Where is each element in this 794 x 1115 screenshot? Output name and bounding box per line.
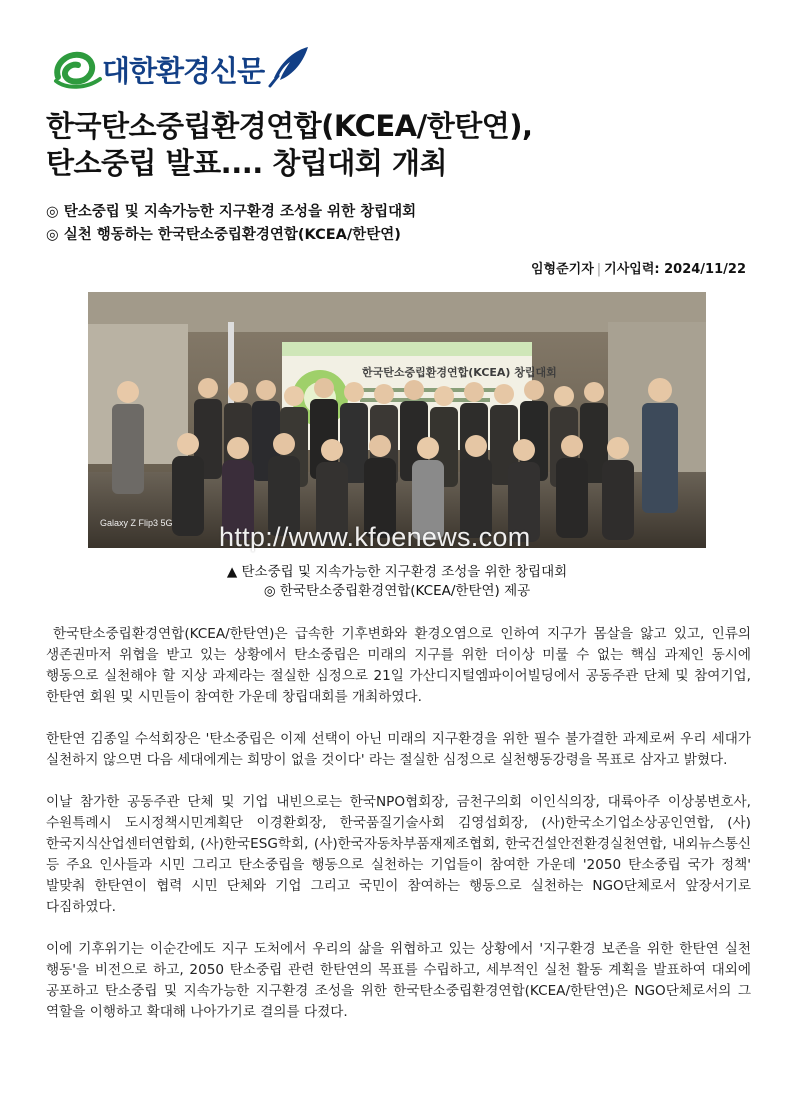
paragraph-3: 이날 참가한 공동주관 단체 및 기업 내빈으로는 한국NPO협회장, 금천구의회 이인식의장, 대륙아주 이상봉변호사, 수원특례시 도시정책시민계획단 이경환회장, 한국품질기술사회 김영섭회장, (사)한국소기업소상공인연합, (사)한국지식산업센터연합회, (사)한국ESG학회, (사)한국자동차부품재제조협회, 한국건설안전환경실천연합, 내외뉴스통신 등 주요 인사들과 시민 그리고 탄소중립을 행동으로 실천하는 기업들이 참여한 가운데 '2050 탄소중립 국가 정책' 발맞춰 한탄연이 협력 시민 단체와 기업 그리고 국민이 참여하는 행동으로 실천하는 NGO단체로서 앞장서기로 다짐하였다. <box>46 794 751 915</box>
reporter-name: 임형준기자 <box>530 262 594 277</box>
paragraph-1: 한국탄소중립환경연합(KCEA/한탄연)은 급속한 기후변화와 환경오염으로 인하여 지구가 몸살을 앓고 있고, 인류의 생존권마저 위협을 받고 있는 상황에서 탄소중립은 미래의 지구를 위한 더이상 미룰 수 없는 핵심 과제인 동시에 행동으로 실천해야 할 지상 과제라는 절실한 심정으로 21일 가산디지털엠파이어빌딩에서 공동주관 단체 및 참여기업, 한탄연 회원 및 시민들이 참여한 가운데 창립대회를 개최하였다. <box>46 626 751 705</box>
byline-separator: | <box>596 262 602 277</box>
article-photo[interactable] <box>88 292 706 548</box>
article-headline <box>46 108 746 182</box>
subtitle-1: ◎ 탄소중립 및 지속가능한 지구환경 조성을 위한 창립대회 <box>46 204 417 220</box>
headline-line-2: 탄소중립 발표.... 창립대회 개최 <box>46 146 448 180</box>
masthead-logo[interactable] <box>52 44 312 94</box>
caption-line-1: ▲ 탄소중립 및 지속가능한 지구환경 조성을 위한 창립대회 <box>226 564 568 580</box>
publish-date: 기사입력: 2024/11/22 <box>604 262 746 277</box>
group-photo-illustration <box>88 292 706 548</box>
camera-label: Galaxy Z Flip3 5G <box>100 518 173 528</box>
headline-line-1: 한국탄소중립환경연합(KCEA/한탄연), <box>46 109 533 143</box>
article-body <box>46 624 751 1044</box>
caption-line-2: ◎ 한국탄소중립환경연합(KCEA/한탄연) 제공 <box>263 583 531 599</box>
paragraph-2: 한탄연 김종일 수석회장은 '탄소중립은 이제 선택이 아닌 미래의 지구환경을 위한 필수 불가결한 과제로써 우리 세대가 실천하지 않으면 다음 세대에게는 희망이 없을 것이다' 라는 절실한 심정으로 실천행동강령을 목표로 삼자고 밝혔다. <box>46 731 751 768</box>
article-subtitles <box>46 201 416 247</box>
photo-caption <box>88 563 706 601</box>
paragraph-4: 이에 기후위기는 이순간에도 지구 도처에서 우리의 삶을 위협하고 있는 상황에서 '지구환경 보존을 위한 한탄연 실천 행동'을 비전으로 하고, 2050 탄소중립 관련 한탄연의 목표를 수립하고, 세부적인 실천 활동 계획을 발표하여 대외에 공포하고 탄소중립 및 지속가능한 지구환경 조성을 위한 한국탄소중립환경연합(KCEA/한탄연)은 NGO단체로서의 그 역할을 이행하고 확대해 나아가기로 결의를 다졌다. <box>46 941 751 1020</box>
logo-swoosh-icon <box>52 47 104 91</box>
banner-text: 한국탄소중립환경연합(KCEA) 창립대회 <box>362 366 557 379</box>
quill-icon <box>266 44 312 94</box>
photo-watermark: http://www.kfoenews.com <box>219 522 531 552</box>
subtitle-2: ◎ 실천 행동하는 한국탄소중립환경연합(KCEA/한탄연) <box>46 227 401 243</box>
byline <box>531 258 746 277</box>
masthead-name: 대한환경신문 <box>102 53 265 88</box>
